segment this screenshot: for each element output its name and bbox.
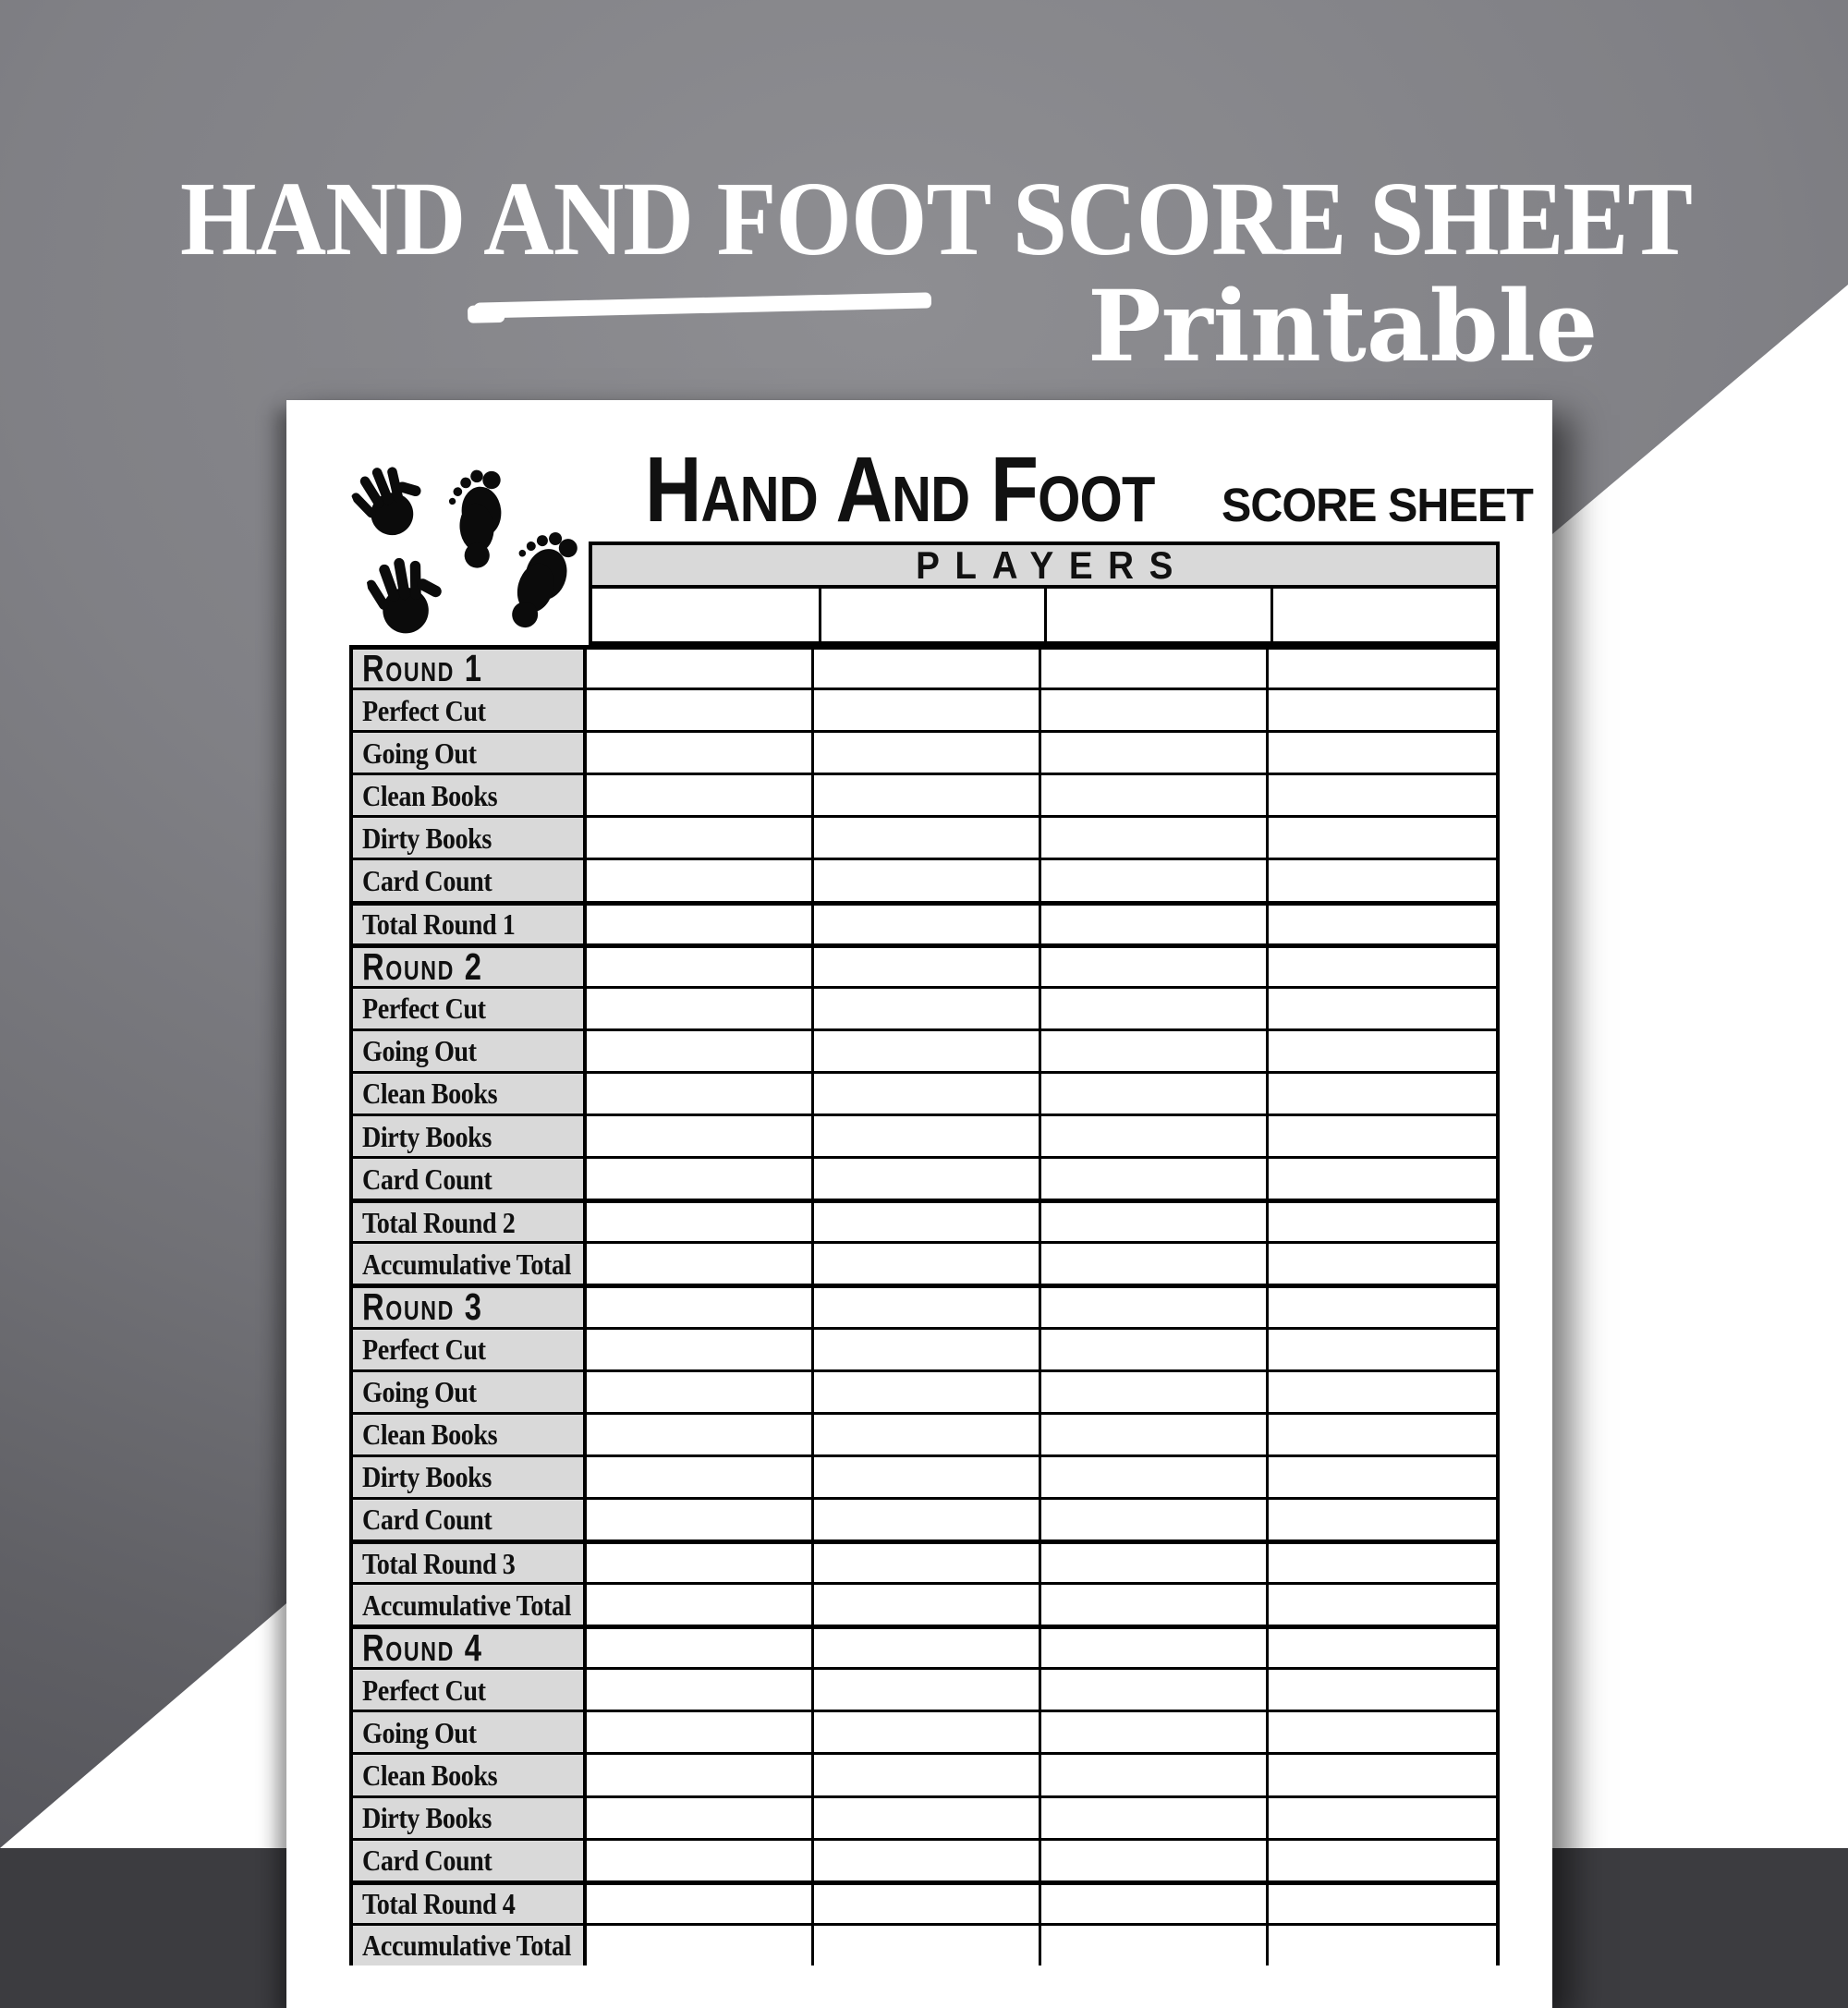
- row-label-text: Clean Books: [362, 778, 498, 812]
- score-cell[interactable]: [1269, 906, 1496, 943]
- score-cell[interactable]: [1041, 906, 1269, 943]
- score-row: [353, 1923, 1496, 1965]
- row-label: [353, 1755, 587, 1795]
- score-cell[interactable]: [587, 948, 814, 986]
- score-cell[interactable]: [1041, 1244, 1269, 1284]
- score-cell[interactable]: [1041, 1457, 1269, 1497]
- score-cell[interactable]: [1269, 650, 1496, 688]
- sheet-title: Hand And Foot: [645, 438, 1155, 542]
- row-label-text: Accumulative Total: [362, 1247, 571, 1281]
- score-row: [353, 815, 1496, 858]
- round-header-row: [353, 1625, 1496, 1670]
- score-cell[interactable]: [1269, 1288, 1496, 1326]
- score-cell[interactable]: [1269, 1372, 1496, 1412]
- score-cell[interactable]: [1041, 1203, 1269, 1241]
- score-row: [353, 1582, 1496, 1625]
- score-cell[interactable]: [1269, 1841, 1496, 1880]
- score-cell[interactable]: [1041, 1755, 1269, 1795]
- row-label-text: Perfect Cut: [362, 1333, 486, 1367]
- score-cell[interactable]: [587, 1670, 814, 1710]
- score-cell[interactable]: [587, 1074, 814, 1114]
- score-row: [353, 1667, 1496, 1710]
- row-label: [353, 1203, 587, 1241]
- score-sheet-paper: [286, 400, 1552, 2008]
- score-cell[interactable]: [1269, 1074, 1496, 1114]
- player-name-cell[interactable]: [1270, 589, 1497, 641]
- score-cell[interactable]: [1041, 1712, 1269, 1752]
- row-label-text: Perfect Cut: [362, 693, 486, 727]
- score-cell[interactable]: [814, 1670, 1041, 1710]
- round-header-row: [353, 943, 1496, 986]
- row-label-text: Dirty Books: [362, 1119, 492, 1153]
- score-cell[interactable]: [814, 989, 1041, 1028]
- row-label-text: Accumulative Total: [362, 1929, 571, 1963]
- brush-underline: [473, 292, 931, 318]
- score-cell[interactable]: [814, 1159, 1041, 1199]
- row-label: [353, 989, 587, 1028]
- score-cell[interactable]: [814, 1288, 1041, 1326]
- score-cell[interactable]: [587, 690, 814, 730]
- player-name-cell[interactable]: [1044, 589, 1270, 641]
- score-grid: [349, 645, 1500, 1965]
- row-label-text: Dirty Books: [362, 1460, 492, 1494]
- row-label: [353, 733, 587, 773]
- score-cell[interactable]: [587, 1841, 814, 1880]
- score-cell[interactable]: [1269, 1712, 1496, 1752]
- score-cell[interactable]: [1269, 1544, 1496, 1582]
- footprint-icon: [497, 521, 583, 639]
- row-label: [353, 647, 587, 690]
- score-cell[interactable]: [814, 1926, 1041, 1965]
- row-label-text: Clean Books: [362, 1758, 498, 1792]
- score-cell[interactable]: [1269, 1585, 1496, 1625]
- score-cell[interactable]: [1269, 1031, 1496, 1071]
- row-label-text: Dirty Books: [362, 821, 492, 855]
- row-label-text: Round 3: [362, 1285, 483, 1329]
- row-label: [353, 775, 587, 815]
- row-label-text: Dirty Books: [362, 1801, 492, 1835]
- score-cell[interactable]: [1269, 989, 1496, 1028]
- score-cell[interactable]: [814, 1457, 1041, 1497]
- row-label: [353, 1159, 587, 1199]
- score-cell[interactable]: [1041, 948, 1269, 986]
- score-row: [353, 1880, 1496, 1923]
- score-cell[interactable]: [1269, 1926, 1496, 1965]
- score-cell[interactable]: [587, 818, 814, 858]
- score-row: [353, 1795, 1496, 1838]
- row-label-text: Clean Books: [362, 1418, 498, 1452]
- row-label-text: Total Round 4: [362, 1887, 516, 1921]
- players-header-label: PLAYERS: [915, 542, 1188, 587]
- score-cell[interactable]: [814, 1585, 1041, 1625]
- score-cell[interactable]: [814, 1116, 1041, 1156]
- hero-title: HAND AND FOOT SCORE SHEET: [179, 160, 1693, 277]
- score-cell[interactable]: [814, 1500, 1041, 1539]
- row-label-text: Card Count: [362, 1162, 492, 1196]
- score-cell[interactable]: [814, 860, 1041, 900]
- row-label: [353, 1798, 587, 1838]
- score-row: [353, 1241, 1496, 1284]
- row-label: [353, 1926, 587, 1965]
- row-label: [353, 1457, 587, 1497]
- row-label-text: Going Out: [362, 736, 477, 770]
- score-cell[interactable]: [1041, 1926, 1269, 1965]
- score-cell[interactable]: [587, 1585, 814, 1625]
- score-cell[interactable]: [814, 1885, 1041, 1923]
- row-label: [353, 1626, 587, 1670]
- score-cell[interactable]: [587, 733, 814, 773]
- row-label-text: Going Out: [362, 1715, 477, 1749]
- score-cell[interactable]: [1041, 1031, 1269, 1071]
- row-label: [353, 1116, 587, 1156]
- score-cell[interactable]: [1041, 989, 1269, 1028]
- score-row: [353, 1199, 1496, 1241]
- score-cell[interactable]: [1269, 690, 1496, 730]
- score-cell[interactable]: [814, 650, 1041, 688]
- score-cell[interactable]: [1041, 1074, 1269, 1114]
- score-cell[interactable]: [1269, 1330, 1496, 1369]
- score-cell[interactable]: [1269, 733, 1496, 773]
- score-cell[interactable]: [814, 1544, 1041, 1582]
- score-row: [353, 1114, 1496, 1156]
- score-cell[interactable]: [587, 860, 814, 900]
- row-label-text: Round 4: [362, 1626, 483, 1670]
- hand-and-foot-prints: [286, 400, 601, 650]
- score-cell[interactable]: [1041, 733, 1269, 773]
- score-cell[interactable]: [814, 1330, 1041, 1369]
- score-cell[interactable]: [587, 1457, 814, 1497]
- score-cell[interactable]: [814, 818, 1041, 858]
- score-row: [353, 1710, 1496, 1752]
- score-cell[interactable]: [1269, 948, 1496, 986]
- score-row: [353, 1752, 1496, 1795]
- score-cell[interactable]: [1041, 818, 1269, 858]
- score-cell[interactable]: [587, 1755, 814, 1795]
- score-row: [353, 901, 1496, 943]
- row-label-text: Card Count: [362, 1844, 492, 1878]
- score-cell[interactable]: [587, 1244, 814, 1284]
- row-label-text: Card Count: [362, 864, 492, 898]
- score-cell[interactable]: [587, 1885, 814, 1923]
- score-cell[interactable]: [1041, 1841, 1269, 1880]
- row-label-text: Perfect Cut: [362, 1673, 486, 1707]
- row-label-text: Total Round 2: [362, 1205, 516, 1239]
- score-cell[interactable]: [1041, 650, 1269, 688]
- score-cell[interactable]: [814, 775, 1041, 815]
- score-row: [353, 1369, 1496, 1412]
- score-row: [353, 688, 1496, 730]
- score-row: [353, 1071, 1496, 1114]
- score-cell[interactable]: [1041, 1116, 1269, 1156]
- score-row: [353, 1028, 1496, 1071]
- row-label: [353, 690, 587, 730]
- score-cell[interactable]: [587, 1415, 814, 1454]
- row-label: [353, 1885, 587, 1923]
- row-label-text: Card Count: [362, 1503, 492, 1537]
- player-name-cell[interactable]: [819, 589, 1045, 641]
- score-cell[interactable]: [1041, 860, 1269, 900]
- score-row: [353, 858, 1496, 900]
- row-label-text: Round 1: [362, 647, 483, 690]
- score-cell[interactable]: [814, 1841, 1041, 1880]
- score-cell[interactable]: [1269, 1798, 1496, 1838]
- row-label-text: Total Round 3: [362, 1546, 516, 1580]
- score-cell[interactable]: [814, 1712, 1041, 1752]
- score-cell[interactable]: [587, 1629, 814, 1667]
- score-cell[interactable]: [1041, 1372, 1269, 1412]
- score-cell[interactable]: [587, 1926, 814, 1965]
- row-label: [353, 906, 587, 943]
- score-cell[interactable]: [587, 1712, 814, 1752]
- players-header-bar: [589, 542, 1500, 589]
- row-label-text: Total Round 1: [362, 907, 516, 942]
- score-row: [353, 986, 1496, 1028]
- score-cell[interactable]: [1041, 1798, 1269, 1838]
- score-cell[interactable]: [587, 1288, 814, 1326]
- score-cell[interactable]: [1269, 1244, 1496, 1284]
- score-cell[interactable]: [814, 733, 1041, 773]
- score-cell[interactable]: [1041, 775, 1269, 815]
- score-cell[interactable]: [587, 775, 814, 815]
- score-row: [353, 730, 1496, 773]
- score-cell[interactable]: [587, 906, 814, 943]
- score-cell[interactable]: [814, 1372, 1041, 1412]
- score-cell[interactable]: [587, 1159, 814, 1199]
- score-cell[interactable]: [1269, 1500, 1496, 1539]
- footprint-icon: [444, 462, 512, 577]
- score-cell[interactable]: [1041, 1159, 1269, 1199]
- row-label: [353, 1244, 587, 1284]
- hero-subtitle: Printable: [1088, 268, 1599, 383]
- score-cell[interactable]: [587, 989, 814, 1028]
- score-cell[interactable]: [1269, 1159, 1496, 1199]
- score-cell[interactable]: [1041, 1288, 1269, 1326]
- score-cell[interactable]: [587, 1372, 814, 1412]
- score-cell[interactable]: [1269, 1755, 1496, 1795]
- score-cell[interactable]: [1269, 818, 1496, 858]
- score-cell[interactable]: [1041, 1330, 1269, 1369]
- score-row: [353, 1454, 1496, 1497]
- score-row: [353, 1539, 1496, 1582]
- row-label: [353, 1841, 587, 1880]
- score-row: [353, 1412, 1496, 1454]
- row-label: [353, 860, 587, 900]
- score-cell[interactable]: [1269, 1415, 1496, 1454]
- background-white-triangle-bottom-left: [0, 1497, 294, 1848]
- row-label-text: Round 2: [362, 944, 483, 988]
- score-cell[interactable]: [1269, 1457, 1496, 1497]
- score-row: [353, 1497, 1496, 1539]
- score-row: [353, 1156, 1496, 1199]
- score-row: [353, 773, 1496, 815]
- score-cell[interactable]: [1041, 1629, 1269, 1667]
- score-cell[interactable]: [1269, 1116, 1496, 1156]
- score-cell[interactable]: [1269, 1885, 1496, 1923]
- row-label-text: Going Out: [362, 1034, 477, 1068]
- score-cell[interactable]: [1269, 1670, 1496, 1710]
- row-label-text: Clean Books: [362, 1077, 498, 1111]
- score-cell[interactable]: [587, 1544, 814, 1582]
- score-row: [353, 1327, 1496, 1369]
- score-cell[interactable]: [1041, 1885, 1269, 1923]
- score-cell[interactable]: [587, 1031, 814, 1071]
- score-cell[interactable]: [1269, 1203, 1496, 1241]
- row-label: [353, 1670, 587, 1710]
- score-cell[interactable]: [814, 1755, 1041, 1795]
- score-cell[interactable]: [1041, 1670, 1269, 1710]
- score-cell[interactable]: [587, 650, 814, 688]
- score-cell[interactable]: [587, 1116, 814, 1156]
- row-label: [353, 1544, 587, 1582]
- score-cell[interactable]: [814, 1031, 1041, 1071]
- row-label: [353, 1500, 587, 1539]
- sheet-title-suffix: SCORE SHEET: [1222, 479, 1533, 531]
- row-label-text: Accumulative Total: [362, 1588, 571, 1622]
- score-cell[interactable]: [587, 1330, 814, 1369]
- score-cell[interactable]: [587, 1500, 814, 1539]
- score-cell[interactable]: [814, 906, 1041, 943]
- row-label: [353, 1031, 587, 1071]
- score-cell[interactable]: [1041, 1415, 1269, 1454]
- row-label: [353, 944, 587, 988]
- row-label: [353, 818, 587, 858]
- score-cell[interactable]: [814, 1798, 1041, 1838]
- score-cell[interactable]: [814, 690, 1041, 730]
- handprint-icon: [363, 548, 450, 643]
- score-cell[interactable]: [1269, 775, 1496, 815]
- row-label: [353, 1372, 587, 1412]
- player-name-row: [589, 589, 1500, 645]
- score-row: [353, 1838, 1496, 1880]
- score-cell[interactable]: [1041, 690, 1269, 730]
- score-cell[interactable]: [1041, 1500, 1269, 1539]
- score-cell[interactable]: [814, 1629, 1041, 1667]
- score-cell[interactable]: [1269, 1629, 1496, 1667]
- score-cell[interactable]: [814, 1074, 1041, 1114]
- row-label: [353, 1074, 587, 1114]
- row-label: [353, 1285, 587, 1329]
- row-label: [353, 1330, 587, 1369]
- row-label: [353, 1585, 587, 1625]
- score-cell[interactable]: [1269, 860, 1496, 900]
- score-cell[interactable]: [1041, 1585, 1269, 1625]
- round-header-row: [353, 1284, 1496, 1329]
- score-cell[interactable]: [814, 1415, 1041, 1454]
- score-cell[interactable]: [814, 1244, 1041, 1284]
- row-label: [353, 1712, 587, 1752]
- row-label-text: Perfect Cut: [362, 992, 486, 1026]
- score-cell[interactable]: [587, 1798, 814, 1838]
- row-label-text: Going Out: [362, 1375, 477, 1409]
- score-cell[interactable]: [587, 1203, 814, 1241]
- round-header-row: [353, 645, 1496, 688]
- handprint-icon: [344, 451, 436, 549]
- score-cell[interactable]: [814, 948, 1041, 986]
- row-label: [353, 1415, 587, 1454]
- score-cell[interactable]: [1041, 1544, 1269, 1582]
- player-name-cell[interactable]: [592, 589, 819, 641]
- score-cell[interactable]: [814, 1203, 1041, 1241]
